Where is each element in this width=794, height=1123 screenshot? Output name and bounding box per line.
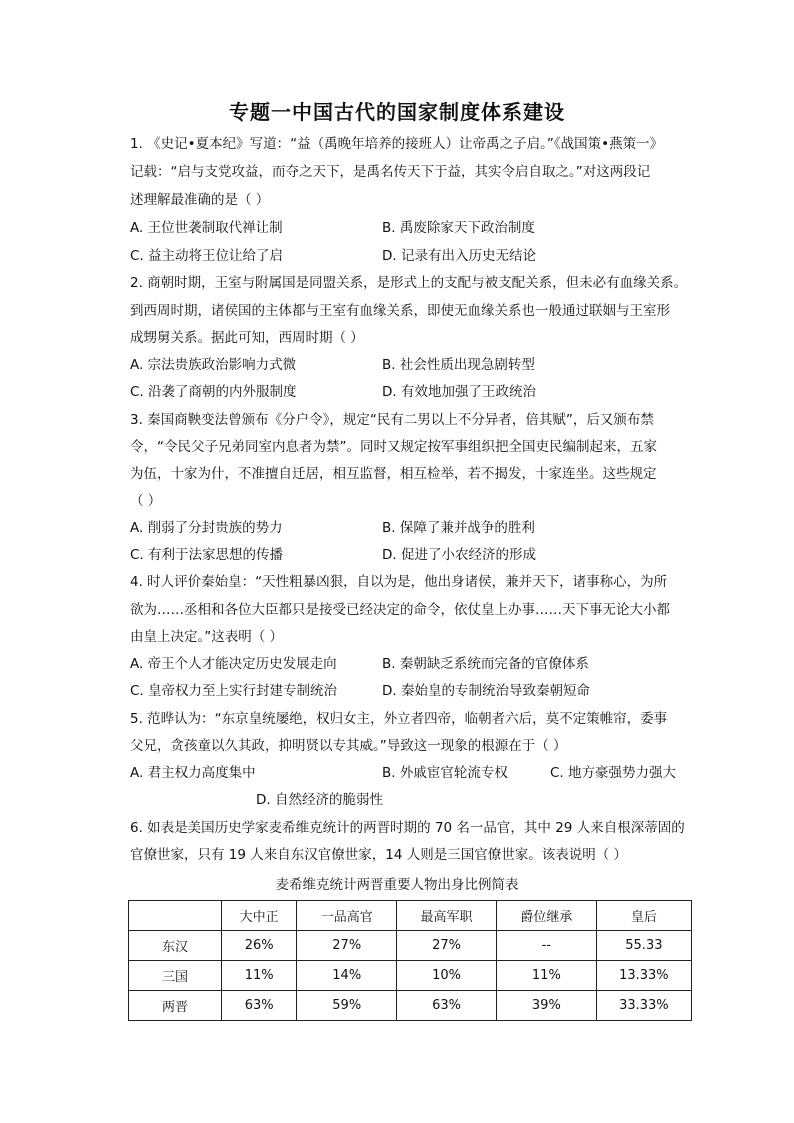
q1-line: 记载：“启与支党攻益，而夺之天下，是禹名传天下于益，其实令启自取之。”对这两段记 xyxy=(130,164,651,180)
table-cell: 55.33 xyxy=(596,931,691,961)
table-cell: 两晋 xyxy=(129,991,222,1021)
q5-option-c: C. 地方豪强势力强大 xyxy=(550,765,677,781)
q4-option-b: B. 秦朝缺乏系统而完备的官僚体系 xyxy=(382,656,589,672)
table-cell: 10% xyxy=(397,961,497,991)
q4-option-a: A. 帝王个人才能决定历史发展走向 xyxy=(130,656,337,672)
table-cell: 33.33% xyxy=(596,991,691,1021)
table-row xyxy=(129,931,692,961)
q3-line: （ ） xyxy=(130,493,162,509)
q2-option-a: A. 宗法贵族政治影响力式微 xyxy=(130,357,297,373)
table-cell: 63% xyxy=(222,991,297,1021)
table-row xyxy=(129,961,692,991)
q5-option-d: D. 自然经济的脆弱性 xyxy=(256,792,383,808)
table-cell: 39% xyxy=(496,991,596,1021)
q3-option-c: C. 有利于法家思想的传播 xyxy=(130,547,284,563)
q3-line: 3. 秦国商鞅变法曾颁布《分户令》，规定“民有二男以上不分异者，倍其赋”，后又颁布禁 xyxy=(130,412,654,428)
q3-option-b: B. 保障了兼并战争的胜利 xyxy=(382,520,535,536)
q1-option-b: B. 禹废除家天下政治制度 xyxy=(382,220,535,236)
table-cell: 63% xyxy=(397,991,497,1021)
q4-line: 由皇上决定。”这表明（ ） xyxy=(130,629,284,645)
page-title: 专题一中国古代的国家制度体系建设 xyxy=(229,100,565,124)
q2-line: 到西周时期，诸侯国的主体都与王室有血缘关系，即使无血缘关系也一般通过联姻与王室形 xyxy=(130,303,670,319)
table-cell: 27% xyxy=(397,931,497,961)
table-cell: 27% xyxy=(297,931,397,961)
q2-line: 成甥舅关系。据此可知，西周时期（ ） xyxy=(130,330,364,346)
q5-line: 5. 范晔认为：“东京皇统屡绝，权归女主，外立者四帝，临朝者六后，莫不定策帷帘，委事 xyxy=(130,711,668,727)
q6-line: 6. 如表是美国历史学家麦希维克统计的两晋时期的 70 名一品官，其中 29 人来自根深蒂固的 xyxy=(130,820,685,836)
q3-line: 令，“令民父子兄弟同室内息者为禁”。同时又规定按军事组织把全国吏民编制起来，五家 xyxy=(130,439,657,455)
q3-line: 为伍，十家为什，不准擅自迁居，相互监督，相互检举，若不揭发，十家连坐。这些规定 xyxy=(130,466,657,482)
q6-line: 官僚世家，只有 19 人来自东汉官僚世家，14 人则是三国官僚世家。该表说明（ ） xyxy=(130,847,628,863)
table-cell: 26% xyxy=(222,931,297,961)
q1-line: 1. 《史记•夏本纪》写道：“益（禹晚年培养的接班人）让帝禹之子启。”《战国策•燕策一》 xyxy=(130,136,664,152)
q4-line: 4. 时人评价秦始皇：“天性粗暴凶狠，自以为是，他出身诸侯，兼并天下，诸事称心，为所 xyxy=(130,574,668,590)
table-cell: 三国 xyxy=(129,961,222,991)
q2-option-d: D. 有效地加强了王政统治 xyxy=(382,384,536,400)
table-header-cell: 一品高官 xyxy=(297,901,397,931)
table-cell: 11% xyxy=(496,961,596,991)
table-caption: 麦希维克统计两晋重要人物出身比例简表 xyxy=(275,877,519,893)
table-cell: 东汉 xyxy=(129,931,222,961)
table-cell: 13.33% xyxy=(596,961,691,991)
q5-line: 父兄，贪孩童以久其政，抑明贤以专其威。”导致这一现象的根源在于（ ） xyxy=(130,738,567,754)
table-cell: 59% xyxy=(297,991,397,1021)
q1-option-d: D. 记录有出入历史无结论 xyxy=(382,248,536,264)
q1-line: 述理解最准确的是（ ） xyxy=(130,192,270,208)
q2-option-c: C. 沿袭了商朝的内外服制度 xyxy=(130,384,297,400)
q3-option-d: D. 促进了小农经济的形成 xyxy=(382,547,536,563)
table-header-row xyxy=(129,901,692,931)
table-header-cell xyxy=(129,901,222,931)
q5-option-a: A. 君主权力高度集中 xyxy=(130,765,256,781)
table-header-cell: 大中正 xyxy=(222,901,297,931)
q2-option-b: B. 社会性质出现急剧转型 xyxy=(382,357,535,373)
q4-line: 欲为……丞相和各位大臣都只是接受已经决定的命令，依仗皇上办事……天下事无论大小都 xyxy=(130,602,670,618)
q4-option-c: C. 皇帝权力至上实行封建专制统治 xyxy=(130,683,338,699)
table-header-cell: 爵位继承 xyxy=(496,901,596,931)
table-row xyxy=(129,991,692,1021)
q3-option-a: A. 削弱了分封贵族的势力 xyxy=(130,520,283,536)
table-cell: 11% xyxy=(222,961,297,991)
q1-option-c: C. 益主动将王位让给了启 xyxy=(130,248,284,264)
table-header-cell: 最高军职 xyxy=(397,901,497,931)
q1-option-a: A. 王位世袭制取代禅让制 xyxy=(130,220,283,236)
q5-option-b: B. 外戚宦官轮流专权 xyxy=(382,765,508,781)
table-cell: -- xyxy=(496,931,596,961)
q2-line: 2. 商朝时期，王室与附属国是同盟关系，是形式上的支配与被支配关系，但未必有血缘关系。 xyxy=(130,275,688,291)
origin-ratio-table xyxy=(128,900,692,1021)
table-cell: 14% xyxy=(297,961,397,991)
q4-option-d: D. 秦始皇的专制统治导致秦朝短命 xyxy=(382,683,590,699)
table-header-cell: 皇后 xyxy=(596,901,691,931)
